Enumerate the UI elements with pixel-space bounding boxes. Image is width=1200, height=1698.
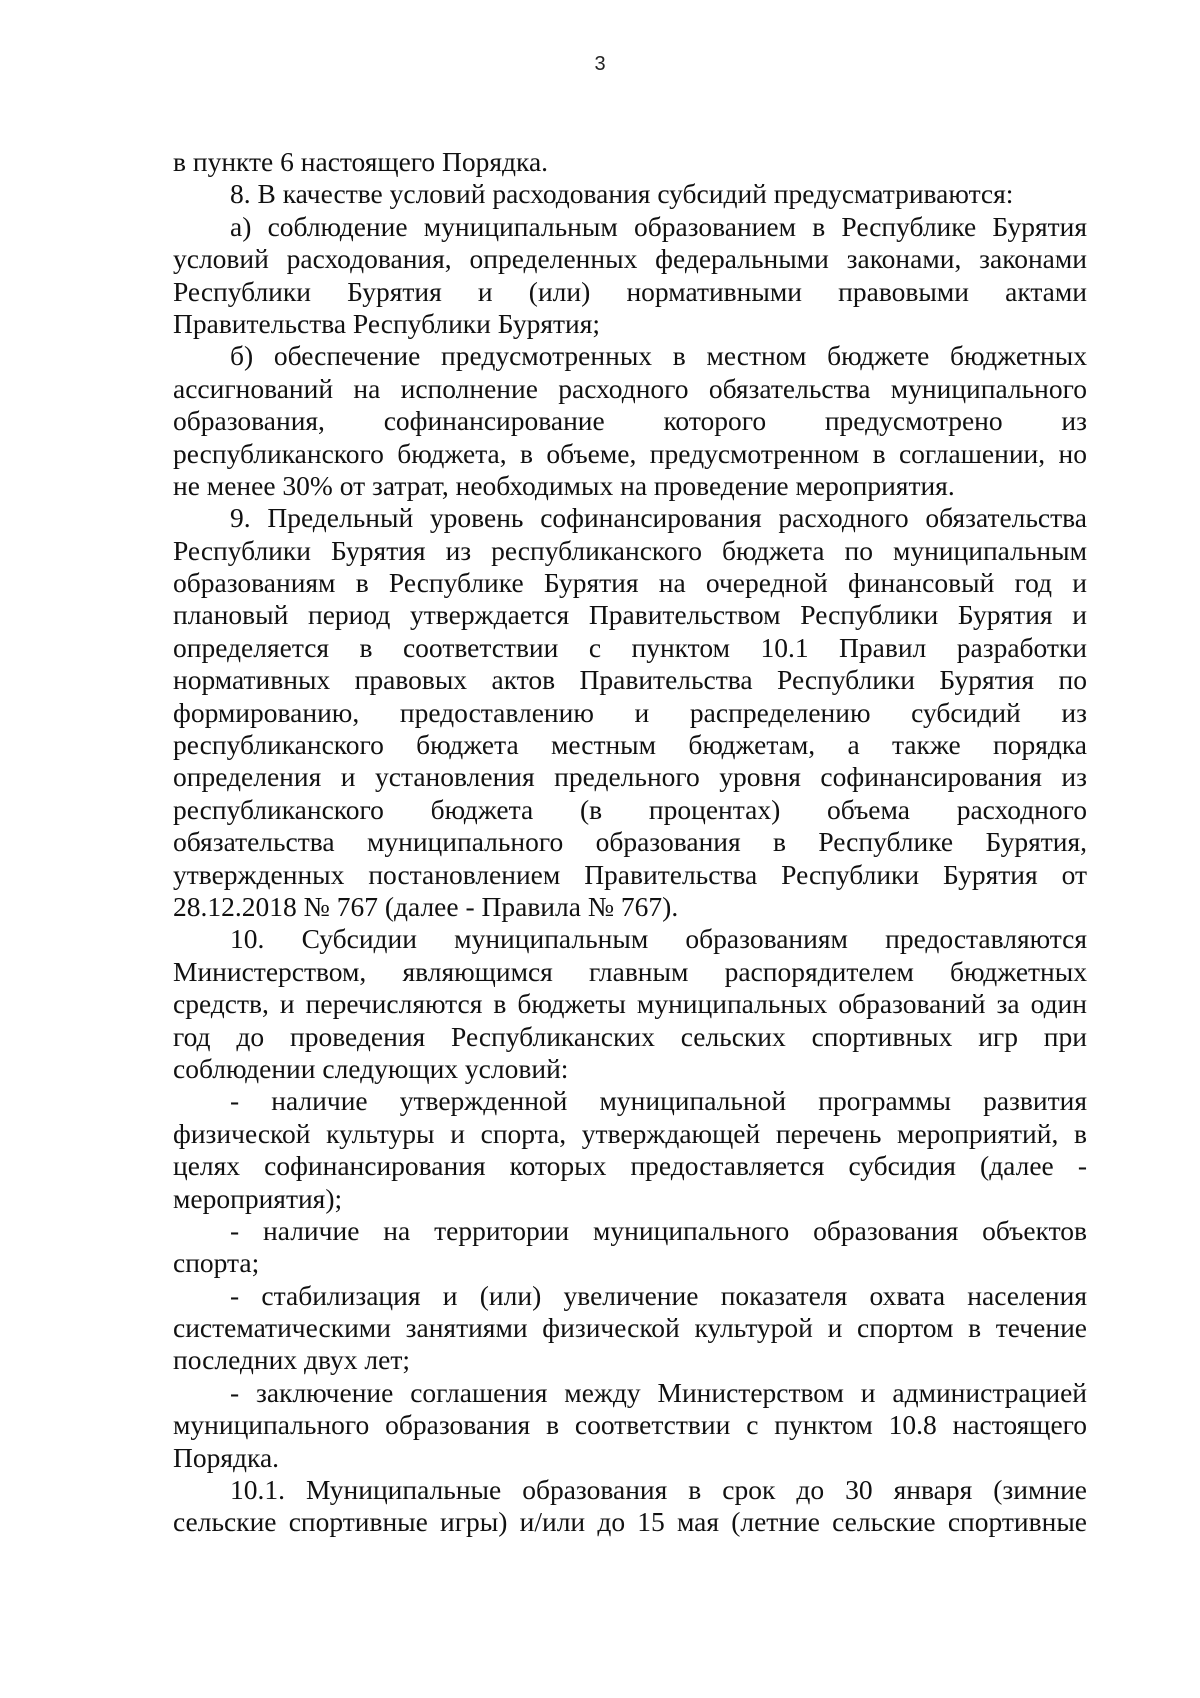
text-line: Правительства Республики Бурятия; bbox=[173, 307, 601, 339]
page-number: 3 bbox=[594, 53, 606, 75]
text-line: республиканского бюджета (в процентах) объема расходного bbox=[173, 793, 1087, 825]
text-line: образованиям в Республике Бурятия на очередной финансовый год и bbox=[173, 567, 1087, 599]
text-line: определения и установления предельного уровня софинансирования из bbox=[173, 761, 1087, 793]
text-line: республиканского бюджета местным бюджетам, а также порядка bbox=[173, 729, 1087, 761]
text-line: плановый период утверждается Правительством Республики Бурятия и bbox=[173, 599, 1087, 631]
text-line: муниципального образования в соответствии с пунктом 10.8 настоящего bbox=[173, 1409, 1087, 1441]
text-line: 8. В качестве условий расходования субсидий предусматриваются: bbox=[230, 178, 1014, 210]
text-line: средств, и перечисляются в бюджеты муниципальных образований за один bbox=[173, 988, 1087, 1020]
text-line: Республики Бурятия и (или) нормативными правовыми актами bbox=[173, 275, 1087, 307]
text-line: мероприятия); bbox=[173, 1182, 343, 1214]
text-line: - наличие на территории муниципального образования объектов bbox=[230, 1214, 1087, 1246]
text-line: - заключение соглашения между Министерством и администрацией bbox=[230, 1376, 1087, 1408]
text-line: определяется в соответствии с пунктом 10.1 Правил разработки bbox=[173, 631, 1087, 663]
text-line: сельские спортивные игры) и/или до 15 мая (летние сельские спортивные bbox=[173, 1506, 1087, 1538]
text-line: нормативных правовых актов Правительства Республики Бурятия по bbox=[173, 664, 1087, 696]
text-line: не менее 30% от затрат, необходимых на проведение мероприятия. bbox=[173, 469, 955, 501]
text-line: Республики Бурятия из республиканского бюджета по муниципальным bbox=[173, 534, 1087, 566]
text-line: год до проведения Республиканских сельских спортивных игр при bbox=[173, 1020, 1087, 1052]
text-line: физической культуры и спорта, утверждающей перечень мероприятий, в bbox=[173, 1117, 1087, 1149]
text-line: в пункте 6 настоящего Порядка. bbox=[173, 146, 549, 177]
text-line: формированию, предоставлению и распределению субсидий из bbox=[173, 696, 1087, 728]
text-line: Порядка. bbox=[173, 1441, 280, 1473]
text-line: - стабилизация и (или) увеличение показателя охвата населения bbox=[230, 1279, 1087, 1311]
document-body bbox=[173, 146, 1087, 1539]
text-line: 10. Субсидии муниципальным образованиям предоставляются bbox=[230, 923, 1087, 955]
text-line: 9. Предельный уровень софинансирования расходного обязательства bbox=[230, 502, 1087, 534]
text-line: а) соблюдение муниципальным образованием в Республике Бурятия bbox=[230, 210, 1087, 242]
text-line: образования, софинансирование которого предусмотрено из bbox=[173, 405, 1087, 437]
text-line: обязательства муниципального образования в Республике Бурятия, bbox=[173, 826, 1087, 858]
text-line: 28.12.2018 № 767 (далее - Правила № 767). bbox=[173, 890, 679, 922]
text-line: соблюдении следующих условий: bbox=[173, 1052, 569, 1084]
text-line: целях софинансирования которых предоставляется субсидия (далее - bbox=[173, 1150, 1087, 1182]
text-line: ассигнований на исполнение расходного обязательства муниципального bbox=[173, 372, 1087, 404]
text-line: 10.1. Муниципальные образования в срок до 30 января (зимние bbox=[230, 1474, 1087, 1506]
text-line: условий расходования, определенных федеральными законами, законами bbox=[173, 243, 1087, 275]
text-line: систематическими занятиями физической культурой и спортом в течение bbox=[173, 1312, 1087, 1344]
text-line: последних двух лет; bbox=[173, 1344, 410, 1376]
text-line: спорта; bbox=[173, 1247, 260, 1279]
text-line: республиканского бюджета, в объеме, предусмотренном в соглашении, но bbox=[173, 437, 1087, 469]
text-line: утвержденных постановлением Правительства Республики Бурятия от bbox=[173, 858, 1087, 890]
text-line: - наличие утвержденной муниципальной программы развития bbox=[230, 1085, 1087, 1117]
text-line: б) обеспечение предусмотренных в местном бюджете бюджетных bbox=[230, 340, 1087, 372]
text-line: Министерством, являющимся главным распорядителем бюджетных bbox=[173, 955, 1087, 987]
